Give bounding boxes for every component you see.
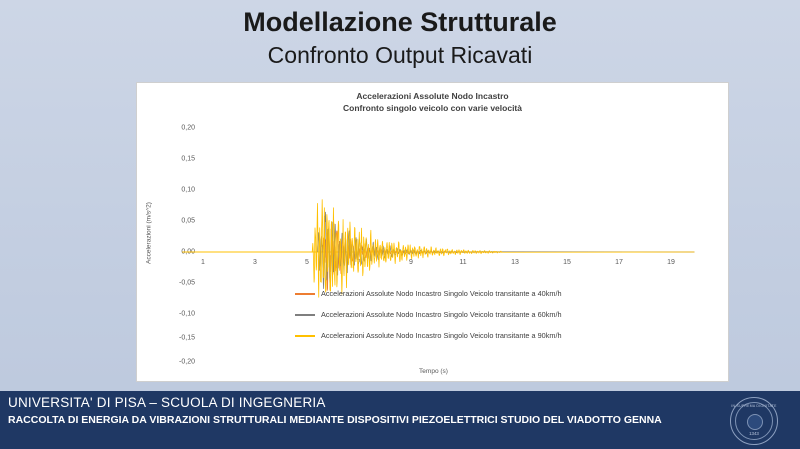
footer-thesis-title: RACCOLTA DI ENERGIA DA VIBRAZIONI STRUTTURALI MEDIANTE DISPOSITIVI PIEZOELETTRICI STUDIO DEL VIADOTTO GENNA [8,414,662,426]
x-tick: 15 [563,259,571,266]
x-tick: 1 [201,259,205,266]
y-tick: 0,05 [181,217,195,225]
legend-swatch-90kmh [295,335,315,337]
legend-item [295,283,675,304]
y-tick: 0,15 [181,155,195,163]
x-tick: 7 [357,259,361,266]
chart-panel [136,82,729,382]
seal-motto: IN SUPREMA DIGNITATE [731,404,777,408]
x-tick: 11 [459,259,467,266]
y-tick: -0,20 [179,358,195,366]
legend-swatch-60kmh [295,314,315,316]
y-tick: -0,15 [179,334,195,342]
legend-item [295,325,675,346]
y-tick: -0,10 [179,310,195,318]
seal-year: 1343 [749,431,759,436]
footer-university: UNIVERSITA' DI PISA – SCUOLA DI INGEGNERIA [8,395,326,410]
x-tick: 19 [667,259,675,266]
plot-area [137,83,730,383]
legend-label-40kmh: Accelerazioni Assolute Nodo Incastro Singolo Veicolo transitante a 40km/h [321,289,562,298]
x-tick: 3 [253,259,257,266]
y-tick: -0,05 [179,279,195,287]
chart-title-line1: Accelerazioni Assolute Nodo Incastro [356,91,509,101]
legend-label-60kmh: Accelerazioni Assolute Nodo Incastro Singolo Veicolo transitante a 60km/h [321,310,562,319]
y-tick: 0,20 [181,124,195,132]
chart-title-line2: Confronto singolo veicolo con varie velocità [342,103,522,113]
x-tick: 9 [409,259,413,266]
x-tick: 5 [305,259,309,266]
legend-swatch-40kmh [295,293,315,295]
page-subtitle: Confronto Output Ricavati [267,42,533,68]
y-tick: 0,10 [181,186,195,194]
title-block [0,6,800,70]
x-tick: 17 [615,259,623,266]
x-tick: 13 [511,259,519,266]
x-axis-label: Tempo (s) [419,368,448,375]
footer-bar [0,391,800,449]
university-seal-icon [730,397,778,445]
legend-label-90kmh: Accelerazioni Assolute Nodo Incastro Singolo Veicolo transitante a 90km/h [321,331,562,340]
chart-legend [295,283,675,346]
legend-item [295,304,675,325]
y-tick: 0,00 [181,248,195,256]
page-title: Modellazione Strutturale [243,7,557,37]
y-axis-label: Accelerazioni (m/s^2) [145,202,153,264]
